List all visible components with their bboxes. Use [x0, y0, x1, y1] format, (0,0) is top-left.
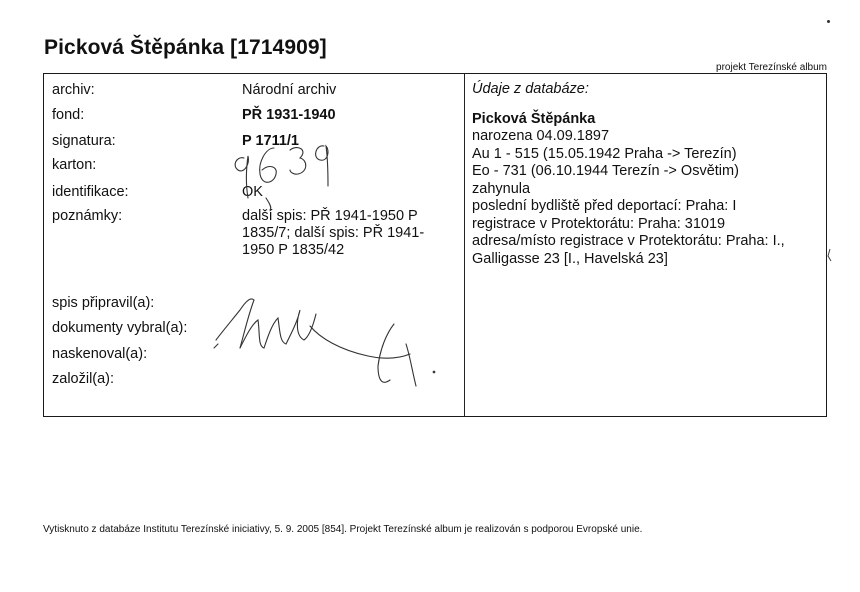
project-label: projekt Terezínské album — [716, 62, 827, 73]
staff-label-naskenoval: naskenoval(a): — [52, 346, 148, 362]
db-line-registration: registrace v Protektorátu: Praha: 31019 — [472, 215, 726, 232]
margin-tick — [826, 248, 832, 262]
db-line-transport-2: Eo - 731 (06.10.1944 Terezín -> Osvětim) — [472, 163, 739, 179]
field-label-poznamky: poznámky: — [52, 208, 123, 224]
db-line-last-residence: poslední bydliště před deportací: Praha: I — [472, 198, 737, 214]
db-line-transport-1: Au 1 - 515 (15.05.1942 Praha -> Terezín) — [472, 145, 737, 162]
field-label-archiv: archiv: — [52, 82, 95, 98]
field-value-identifikace: OK — [242, 184, 263, 200]
staff-label-pripravil: spis připravil(a): — [52, 295, 155, 311]
scan-speck — [827, 20, 830, 23]
column-divider — [464, 74, 465, 416]
field-label-karton: karton: — [52, 157, 97, 173]
handwritten-karton-number — [228, 136, 338, 216]
staff-label-zalozil: založil(a): — [52, 371, 115, 387]
staff-label-vybral: dokumenty vybral(a): — [52, 320, 188, 336]
field-label-fond: fond: — [52, 107, 85, 123]
database-person-name: Picková Štěpánka — [472, 110, 596, 127]
field-value-signatura: P 1711/1 — [242, 133, 299, 149]
database-heading: Údaje z databáze: — [472, 81, 589, 97]
page-title: Picková Štěpánka [1714909] — [44, 36, 327, 59]
field-value-archiv: Národní archiv — [242, 82, 337, 98]
db-line-birth: narozena 04.09.1897 — [472, 128, 610, 144]
database-panel — [472, 81, 822, 268]
print-footer: Vytisknuto z databáze Institutu Terezínské iniciativy, 5. 9. 2005 [854]. Projekt Terezínské album je realizován s podporou Evropské unie. — [43, 524, 643, 535]
field-value-fond: PŘ 1931-1940 — [242, 107, 336, 123]
handwritten-signature — [210, 290, 450, 400]
field-label-signatura: signatura: — [52, 133, 116, 149]
db-line-address: adresa/místo registrace v Protektorátu: Praha: I., Galligasse 23 [I., Havelská 23] — [472, 233, 785, 267]
db-line-fate: zahynula — [472, 180, 531, 197]
field-value-poznamky: další spis: PŘ 1941-1950 P 1835/7; další spis: PŘ 1941-1950 P 1835/42 — [242, 208, 425, 258]
field-label-identifikace: identifikace: — [52, 184, 129, 200]
